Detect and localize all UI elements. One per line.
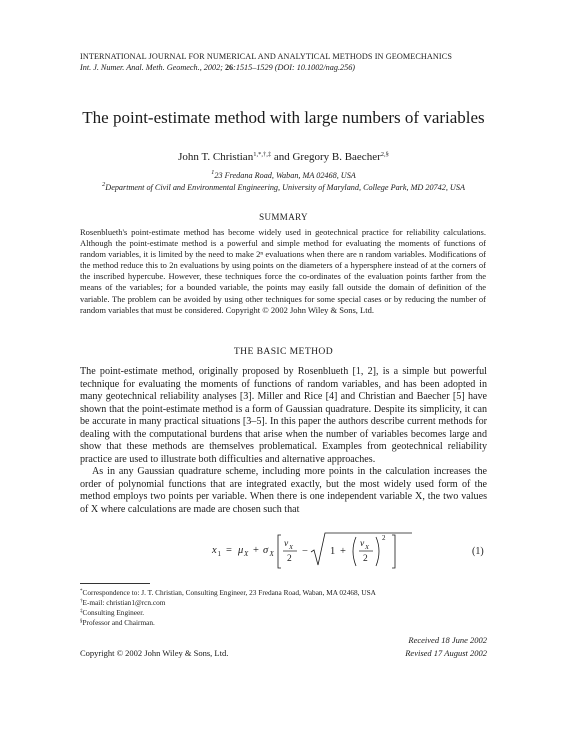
abstract-text: Rosenblueth's point-estimate method has become widely used in geotechnical practice for reliability calculations. Although the point-estimate method is a powerful and simple method for evaluating the moments of functions of random variables, it is limited by the need to make 2ⁿ evaluations when there are n random variables. Modifications of the method reduce this to 2n evaluations by using points on the diameters of a hypersphere instead of at the corners of the inscribed hypercube. However, these techniques force the co-ordinates of the evaluation points farther from the means of the variables; for a bounded variable, the points may easily fall outside the domain of definition of the variable. The problem can be avoided by using other techniques for some special cases or by reducing the number of random variables that must be considered. Copyright © 2002 John Wiley & Sons, Ltd.: [80, 227, 486, 315]
author-line: [0, 151, 567, 163]
copyright-notice: Copyright © 2002 John Wiley & Sons, Ltd.: [80, 648, 229, 658]
eq-nu-1-sub: X: [289, 544, 293, 551]
affiliation-1-text: 23 Fredana Road, Waban, MA 02468, USA: [214, 171, 356, 180]
eq-exponent: 2: [382, 534, 386, 542]
eq-mu-sub: X: [244, 550, 249, 558]
footnote-1: [80, 588, 376, 597]
citation-prefix: Int. J. Numer. Anal. Meth. Geomech.: [80, 63, 200, 72]
eq-right-paren: [376, 537, 379, 566]
eq-nu-2: ν: [360, 539, 365, 549]
affiliation-1: [0, 169, 567, 180]
footnote-1-mark: *: [80, 589, 83, 594]
paragraph-1: The point-estimate method, originally proposed by Rosenblueth [1, 2], is a simple but powerful technique for evaluating the moments of functions of random variables, and has been adopted in many geotechnical reliability analyses [3]. Miller and Rice [4] and Christian and Baecher [5] have shown that the point-estimate method is a form of Gaussian quadrature. Despite its simplicity, it can be accurate in many practical situations [3–5]. In this paper the authors describe current methods for dealing with the computational burdens that arise when the number of variables becomes large and show that these methods are themselves problematical. Examples from geotechnical reliability practice are used to illustrate both difficulties and alternative approaches.: [80, 366, 487, 465]
eq-one: 1: [330, 546, 336, 557]
affiliation-2-text: Department of Civil and Environmental Engineering, University of Maryland, College Park, MD 20742, USA: [105, 183, 465, 192]
section-heading: THE BASIC METHOD: [233, 346, 334, 357]
citation-pages: :1515–1529 (DOI: 10.1002/nag.256): [233, 63, 356, 72]
affiliation-2: [0, 181, 567, 192]
eq-nu-1: ν: [284, 539, 289, 549]
author-conjunction: and: [271, 151, 293, 163]
footnote-4-text: Professor and Chairman.: [82, 618, 155, 627]
eq-left-paren: [353, 537, 356, 566]
footnote-1-text: Correspondence to: J. T. Christian, Consulting Engineer, 23 Fredana Road, Waban, MA 02468, USA: [82, 588, 376, 597]
footnote-4: [80, 618, 155, 627]
author-2: Gregory B. Baecher: [292, 151, 381, 163]
footnote-4-mark: §: [80, 619, 83, 624]
eq-den-1: 2: [287, 554, 292, 564]
equation-number: (1): [472, 546, 484, 557]
paragraph-2: As in any Gaussian quadrature scheme, including more points in the calculation increases the order of polynomial functions that are integrated exactly, but the most widely used form of the method employs two points per variable. When there is one independent variable X, the two values of X where calculations are made are chosen such that: [80, 466, 487, 516]
eq-plus: +: [253, 545, 259, 556]
eq-minus: −: [302, 546, 308, 557]
eq-equals: =: [226, 545, 232, 556]
footnote-rule: [80, 583, 150, 584]
citation-year: 2002;: [203, 63, 223, 72]
revised-date: Revised 17 August 2002: [405, 648, 487, 658]
author-1: John T. Christian: [178, 151, 254, 163]
eq-plus-2: +: [340, 546, 346, 557]
eq-left-bracket: [278, 535, 281, 568]
footnote-2-text: E-mail: christian1@rcn.com: [82, 598, 166, 607]
journal-name: INTERNATIONAL JOURNAL FOR NUMERICAL AND ANALYTICAL METHODS IN GEOMECHANICS: [80, 52, 452, 61]
eq-right-bracket: [392, 535, 395, 568]
footnote-3-mark: ‡: [80, 609, 83, 614]
eq-nu-2-sub: X: [365, 544, 369, 551]
eq-radical: [311, 533, 412, 565]
affiliation-2-mark: 2: [102, 181, 106, 188]
footnote-2: [80, 598, 165, 607]
footnote-3: [80, 608, 144, 617]
equation-svg: [80, 531, 487, 571]
eq-mu: μ: [238, 545, 244, 556]
affiliation-1-mark: 1: [211, 169, 215, 176]
received-date: Received 18 June 2002: [408, 635, 487, 645]
equation-1: [80, 531, 487, 571]
eq-sigma-sub: X: [269, 550, 274, 558]
author-2-marks: 2,§: [380, 151, 389, 158]
summary-heading: SUMMARY: [259, 212, 308, 222]
footnote-2-mark: †: [80, 599, 83, 604]
paper-title: The point-estimate method with large numbers of variables: [82, 108, 485, 127]
footnote-3-text: Consulting Engineer.: [82, 608, 145, 617]
eq-sub-1: 1: [217, 550, 221, 558]
eq-sigma: σ: [263, 545, 269, 556]
journal-citation: Int. J. Numer. Anal. Meth. Geomech., 2002; 26:1515–1529 (DOI: 10.1002/nag.256): [80, 63, 356, 72]
eq-x: x: [212, 545, 217, 556]
citation-volume: 26: [224, 63, 234, 72]
eq-den-2: 2: [363, 554, 368, 564]
author-1-marks: 1,*,†,‡: [253, 151, 272, 158]
section-body: [80, 366, 487, 517]
